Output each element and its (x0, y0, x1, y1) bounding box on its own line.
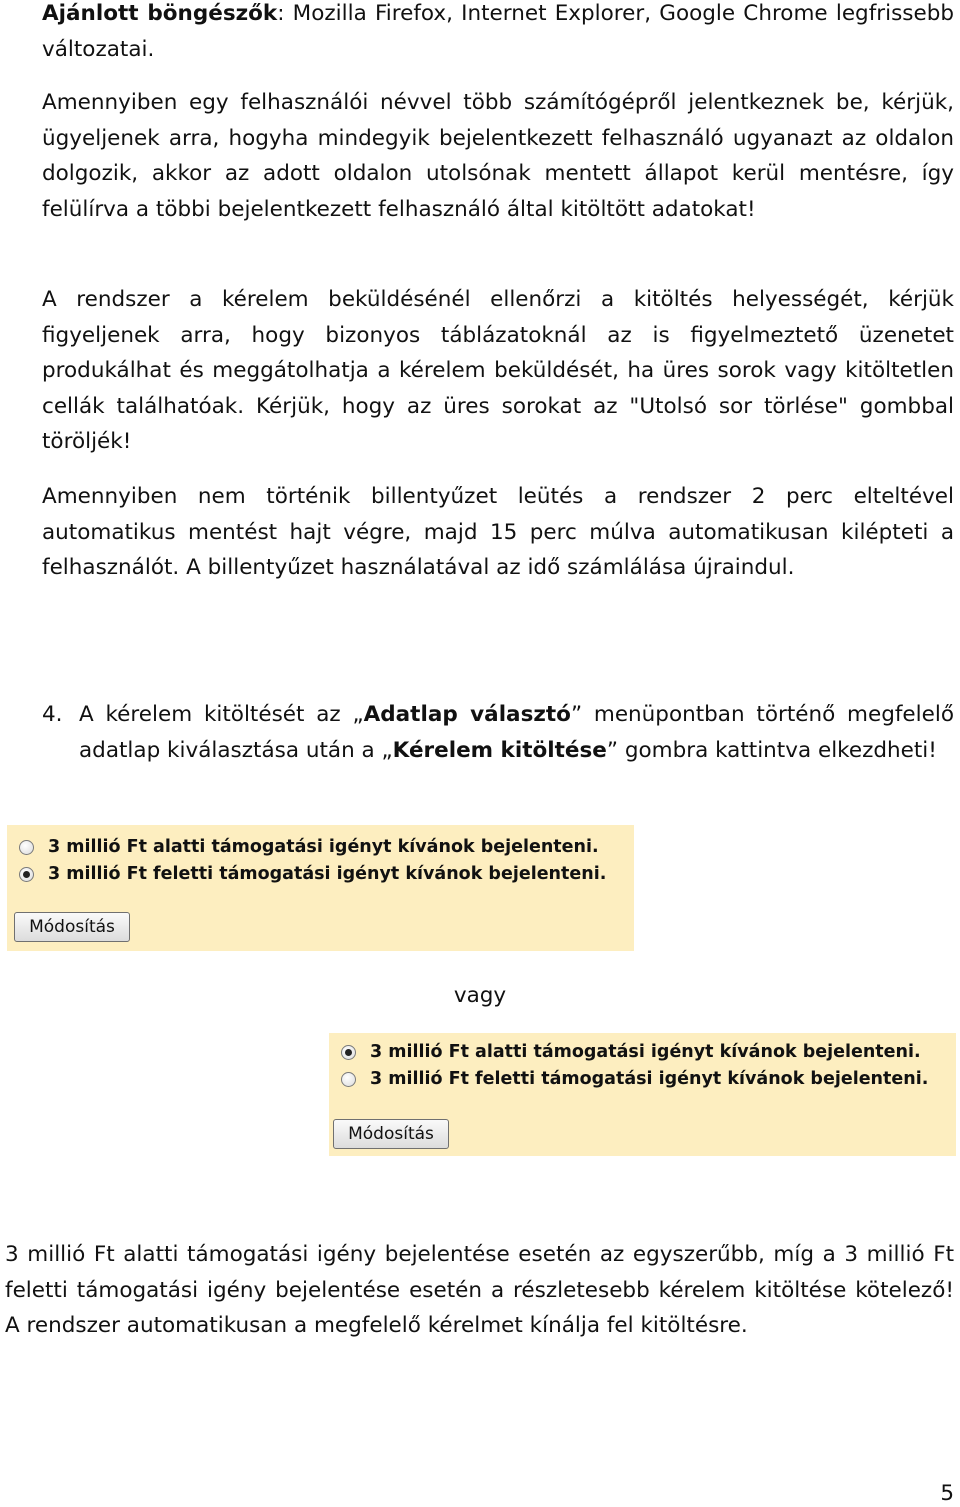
option-above-3m-label: 3 millió Ft feletti támogatási igényt kívánok bejelenteni. (370, 1069, 929, 1089)
form-panel-2 (329, 1033, 956, 1156)
modify-button[interactable]: Módosítás (333, 1119, 449, 1149)
button-name-kerelem-kitoltese: Kérelem kitöltése (392, 737, 607, 763)
step-4 (42, 697, 954, 768)
step-text-c: ” gombra kattintva elkezdheti! (606, 737, 937, 763)
step-text-b: ” menüpontban történő megfelelő adatlap kiválasztása után a „ (79, 702, 954, 763)
option-below-3m[interactable] (19, 835, 599, 859)
radio-below-3m[interactable] (19, 840, 34, 855)
closing-paragraph: 3 millió Ft alatti támogatási igény bejelentése esetén az egyszerűbb, míg a 3 millió Ft feletti támogatási igény bejelentése esetén a részletesebb kérelem kitöltése kötelező! A rendszer automatikusan a megfelelő kérelmet kínálja fel kitöltésre. (5, 1242, 954, 1338)
option-below-3m-label: 3 millió Ft alatti támogatási igényt kívánok bejelenteni. (370, 1042, 921, 1062)
step-4-text (79, 697, 954, 768)
radio-below-3m[interactable] (341, 1045, 356, 1060)
radio-above-3m[interactable] (19, 867, 34, 882)
multi-login-paragraph: Amennyiben egy felhasználói névvel több számítógépről jelentkeznek be, kérjük, ügyeljenek arra, hogyha mindegyik bejelentkezett felhasználó ugyanazt az oldalon dolgozik, akkor az adott oldalon utolsónak mentett állapot kerül mentésre, így felülírva a többi bejelentkezett felhasználó által kitöltött adatokat! (42, 90, 954, 222)
page-number: 5 (940, 1481, 954, 1506)
form-panel-1 (7, 825, 634, 951)
radio-above-3m[interactable] (341, 1072, 356, 1087)
browsers-label: Ajánlott böngészők (42, 1, 278, 26)
modify-button[interactable]: Módosítás (14, 912, 130, 942)
browsers-paragraph (42, 0, 954, 67)
option-below-3m[interactable] (341, 1040, 921, 1064)
step-text-a: A kérelem kitöltését az „ (79, 702, 364, 727)
menu-name-adatlap-valaszto: Adatlap választó (363, 702, 571, 727)
step-number: 4. (42, 702, 63, 727)
option-above-3m-label: 3 millió Ft feletti támogatási igényt kívánok bejelenteni. (48, 864, 607, 884)
autosave-paragraph: Amennyiben nem történik billentyűzet leütés a rendszer 2 perc elteltével automatikus mentést hajt végre, majd 15 perc múlva automatikusan kilépteti a felhasználót. A billentyűzet használatával az idő számlálása újraindul. (42, 484, 954, 580)
validation-paragraph: A rendszer a kérelem beküldésénél ellenőrzi a kitöltés helyességét, kérjük figyeljenek arra, hogy bizonyos táblázatoknál az is figyelmeztető üzenetet produkálhat és meggátolhatja a kérelem beküldését, ha üres sorok vagy kitöltetlen cellák találhatóak. Kérjük, hogy az üres sorokat az "Utolsó sor törlése" gombbal töröljék! (42, 287, 954, 454)
option-above-3m[interactable] (341, 1067, 928, 1091)
separator-text: vagy (453, 983, 507, 1008)
option-below-3m-label: 3 millió Ft alatti támogatási igényt kívánok bejelenteni. (48, 837, 599, 857)
option-above-3m[interactable] (19, 862, 606, 886)
browsers-text: : Mozilla Firefox, Internet Explorer, Google Chrome legfrissebb változatai. (42, 1, 954, 62)
